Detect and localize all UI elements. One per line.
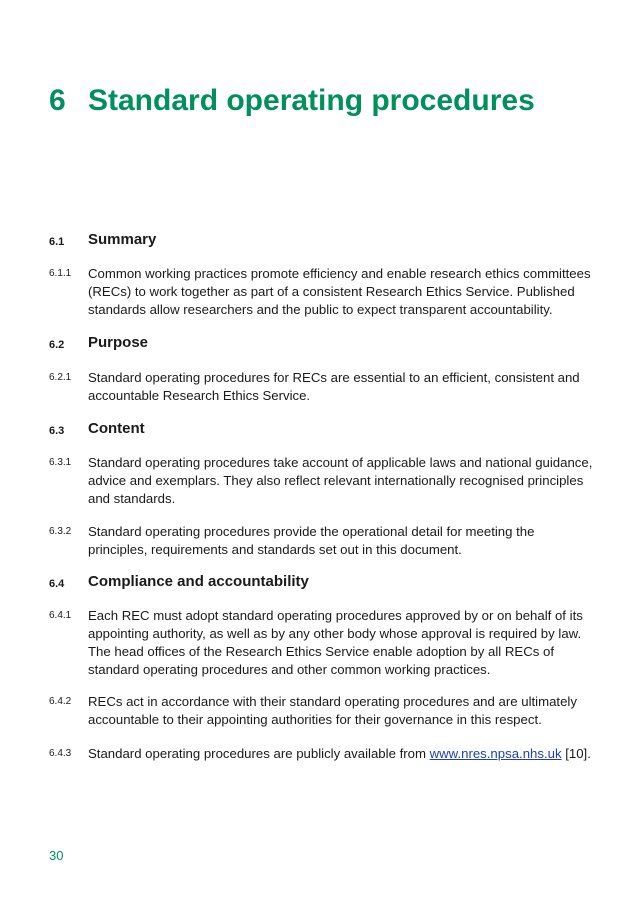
paragraph-text: Standard operating procedures provide the operational detail for meeting the principles, requirements and standards set out in this document. [88, 524, 535, 557]
chapter-number: 6 [49, 84, 66, 117]
section-title: Purpose [88, 334, 149, 351]
section-number: 6.2 [49, 339, 65, 351]
paragraph-text: Common working practices promote efficiency and enable research ethics committees (RECs) to work together as part of a consistent Research Ethics Service. Published standards allow researchers and the public to expect transparent accountability. [88, 266, 591, 317]
paragraph-text-after-link: [10]. [561, 746, 591, 761]
section-title: Summary [88, 231, 157, 248]
paragraph-text [88, 745, 594, 763]
section-number: 6.4 [49, 578, 65, 590]
paragraph-text: Standard operating procedures for RECs are essential to an efficient, consistent and accountable Research Ethics Service. [88, 370, 580, 403]
paragraph-6-4-2 [49, 693, 594, 729]
paragraph-6-1-1 [49, 265, 594, 319]
paragraph-6-3-1 [49, 454, 594, 508]
chapter-title: Standard operating procedures [88, 84, 535, 117]
page-number: 30 [49, 848, 64, 863]
paragraph-text: Each REC must adopt standard operating procedures approved by or on behalf of its appointing authority, as well as by any other body whose approval is required by law. The head offices of the Research Ethics Service enable adoption by all RECs of standard operating procedures and other common working practices. [88, 608, 583, 677]
paragraph-text: Standard operating procedures take account of applicable laws and national guidance, advice and exemplars. They also reflect relevant internationally recognised principles and standards. [88, 455, 593, 506]
paragraph-number: 6.4.2 [49, 696, 72, 707]
section-title: Content [88, 420, 145, 437]
paragraph-number: 6.4.1 [49, 610, 72, 621]
paragraph-6-3-2 [49, 523, 594, 559]
paragraph-number: 6.4.3 [49, 748, 72, 759]
section-number: 6.3 [49, 425, 65, 437]
section-number: 6.1 [49, 236, 65, 248]
paragraph-text: RECs act in accordance with their standard operating procedures and are ultimately accountable to their appointing authorities for their governance in this respect. [88, 694, 577, 727]
paragraph-number: 6.3.2 [49, 526, 72, 537]
paragraph-number: 6.1.1 [49, 268, 72, 279]
paragraph-6-2-1 [49, 369, 594, 405]
paragraph-text-before-link: Standard operating procedures are publicly available from [88, 746, 430, 761]
nres-website-link[interactable]: www.nres.npsa.nhs.uk [429, 746, 562, 761]
paragraph-6-4-3 [49, 745, 594, 763]
paragraph-number: 6.3.1 [49, 457, 72, 468]
paragraph-6-4-1 [49, 607, 594, 679]
section-title: Compliance and accountability [88, 573, 309, 590]
paragraph-number: 6.2.1 [49, 372, 72, 383]
